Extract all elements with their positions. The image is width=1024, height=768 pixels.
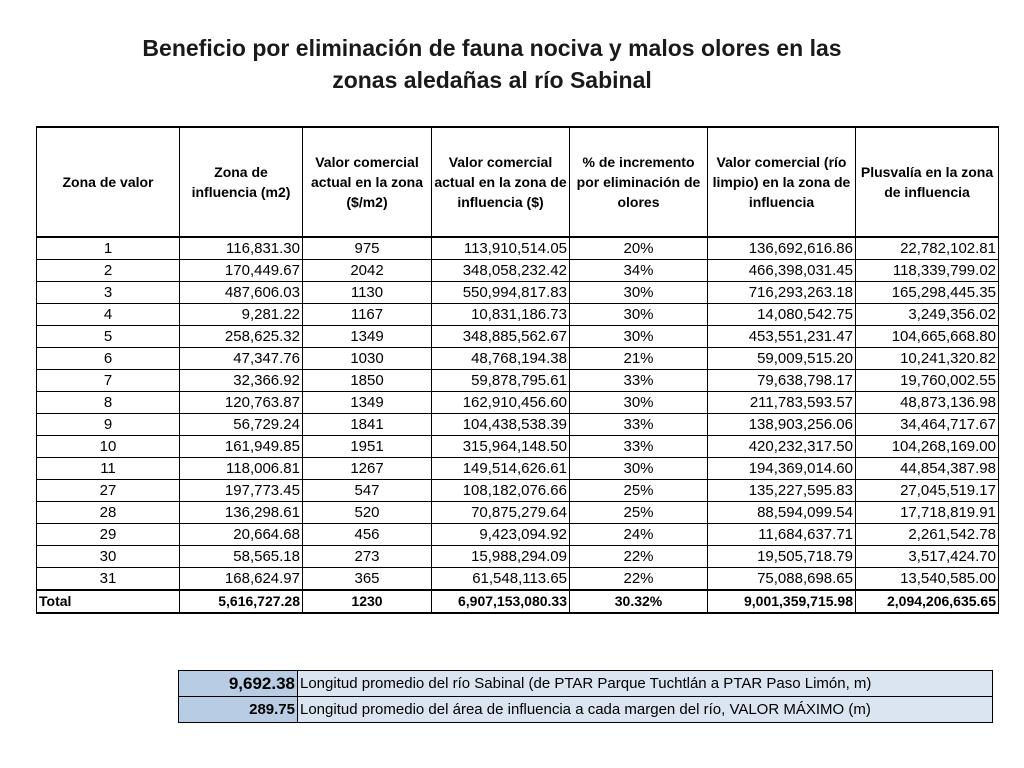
table-cell: 315,964,148.50 — [432, 436, 570, 458]
table-cell: 116,831.30 — [180, 237, 303, 260]
zone-cell: 28 — [37, 502, 180, 524]
zone-cell: 11 — [37, 458, 180, 480]
header-cell: Zona de valor — [37, 127, 180, 237]
table-cell: 33% — [570, 370, 708, 392]
table-cell: 118,006.81 — [180, 458, 303, 480]
table-cell: 138,903,256.06 — [708, 414, 856, 436]
header-cell: Valor comercial (río limpio) en la zona de influencia — [708, 127, 856, 237]
table-cell: 2042 — [303, 260, 432, 282]
note-row — [179, 697, 993, 723]
table-cell: 975 — [303, 237, 432, 260]
zone-cell: 1 — [37, 237, 180, 260]
table-cell: 348,058,232.42 — [432, 260, 570, 282]
table-cell: 2,261,542.78 — [856, 524, 999, 546]
total-cell: 2,094,206,635.65 — [856, 590, 999, 613]
table-cell: 120,763.87 — [180, 392, 303, 414]
zone-cell: 10 — [37, 436, 180, 458]
zone-cell: 8 — [37, 392, 180, 414]
table-row — [37, 436, 999, 458]
table-row — [37, 370, 999, 392]
table-cell: 30% — [570, 326, 708, 348]
table-cell: 33% — [570, 436, 708, 458]
table-row — [37, 480, 999, 502]
total-cell: 1230 — [303, 590, 432, 613]
table-cell: 104,438,538.39 — [432, 414, 570, 436]
table-row — [37, 568, 999, 591]
table-cell: 1349 — [303, 392, 432, 414]
table-cell: 44,854,387.98 — [856, 458, 999, 480]
table-cell: 34,464,717.67 — [856, 414, 999, 436]
total-row — [37, 590, 999, 613]
table-row — [37, 392, 999, 414]
note-value: 289.75 — [179, 697, 298, 723]
table-cell: 19,760,002.55 — [856, 370, 999, 392]
table-cell: 10,241,320.82 — [856, 348, 999, 370]
header-row — [37, 127, 999, 237]
table-cell: 61,548,113.65 — [432, 568, 570, 591]
table-cell: 348,885,562.67 — [432, 326, 570, 348]
table-body — [37, 237, 999, 613]
table-cell: 466,398,031.45 — [708, 260, 856, 282]
table-row — [37, 260, 999, 282]
table-cell: 22% — [570, 546, 708, 568]
header-cell: % de incremento por eliminación de olores — [570, 127, 708, 237]
table-row — [37, 304, 999, 326]
header-cell: Valor comercial actual en la zona de influencia ($) — [432, 127, 570, 237]
table-row — [37, 524, 999, 546]
table-cell: 33% — [570, 414, 708, 436]
table-cell: 79,638,798.17 — [708, 370, 856, 392]
note-value: 9,692.38 — [179, 671, 298, 697]
notes-table — [178, 670, 993, 723]
table-cell: 3,517,424.70 — [856, 546, 999, 568]
table-row — [37, 237, 999, 260]
benefit-table — [36, 126, 999, 614]
table-cell: 15,988,294.09 — [432, 546, 570, 568]
table-cell: 547 — [303, 480, 432, 502]
zone-cell: 30 — [37, 546, 180, 568]
table-cell: 34% — [570, 260, 708, 282]
table-cell: 13,540,585.00 — [856, 568, 999, 591]
table-cell: 30% — [570, 458, 708, 480]
table-cell: 19,505,718.79 — [708, 546, 856, 568]
table-cell: 11,684,637.71 — [708, 524, 856, 546]
table-cell: 1167 — [303, 304, 432, 326]
table-cell: 456 — [303, 524, 432, 546]
header-cell: Plusvalía en la zona de influencia — [856, 127, 999, 237]
table-cell: 1130 — [303, 282, 432, 304]
table-cell: 1850 — [303, 370, 432, 392]
table-cell: 3,249,356.02 — [856, 304, 999, 326]
zone-cell: 5 — [37, 326, 180, 348]
table-cell: 47,347.76 — [180, 348, 303, 370]
table-cell: 30% — [570, 392, 708, 414]
table-cell: 9,281.22 — [180, 304, 303, 326]
table-cell: 58,565.18 — [180, 546, 303, 568]
table-cell: 162,910,456.60 — [432, 392, 570, 414]
table-cell: 194,369,014.60 — [708, 458, 856, 480]
total-cell: 9,001,359,715.98 — [708, 590, 856, 613]
zone-cell: 4 — [37, 304, 180, 326]
table-row — [37, 282, 999, 304]
table-cell: 136,692,616.86 — [708, 237, 856, 260]
table-cell: 22,782,102.81 — [856, 237, 999, 260]
table-cell: 59,009,515.20 — [708, 348, 856, 370]
table-cell: 30% — [570, 304, 708, 326]
table-cell: 365 — [303, 568, 432, 591]
table-cell: 258,625.32 — [180, 326, 303, 348]
note-text: Longitud promedio del área de influencia a cada margen del río, VALOR MÁXIMO (m) — [298, 697, 993, 723]
table-cell: 165,298,445.35 — [856, 282, 999, 304]
table-cell: 20% — [570, 237, 708, 260]
total-label: Total — [37, 590, 180, 613]
table-cell: 21% — [570, 348, 708, 370]
table-cell: 118,339,799.02 — [856, 260, 999, 282]
total-cell: 6,907,153,080.33 — [432, 590, 570, 613]
table-cell: 520 — [303, 502, 432, 524]
table-cell: 1841 — [303, 414, 432, 436]
table-cell: 104,268,169.00 — [856, 436, 999, 458]
title-line-2: zonas aledañas al río Sabinal — [332, 67, 652, 93]
zone-cell: 31 — [37, 568, 180, 591]
table-row — [37, 326, 999, 348]
title-line-1: Beneficio por eliminación de fauna nociva y malos olores en las — [142, 35, 842, 61]
table-cell: 56,729.24 — [180, 414, 303, 436]
table-cell: 1030 — [303, 348, 432, 370]
zone-cell: 2 — [37, 260, 180, 282]
table-cell: 197,773.45 — [180, 480, 303, 502]
table-cell: 136,298.61 — [180, 502, 303, 524]
table-cell: 1349 — [303, 326, 432, 348]
table-row — [37, 458, 999, 480]
header-cell: Zona de influencia (m2) — [180, 127, 303, 237]
table-cell: 20,664.68 — [180, 524, 303, 546]
table-cell: 59,878,795.61 — [432, 370, 570, 392]
table-cell: 420,232,317.50 — [708, 436, 856, 458]
table-cell: 108,182,076.66 — [432, 480, 570, 502]
table-cell: 211,783,593.57 — [708, 392, 856, 414]
table-row — [37, 502, 999, 524]
table-row — [37, 546, 999, 568]
table-cell: 104,665,668.80 — [856, 326, 999, 348]
table-cell: 135,227,595.83 — [708, 480, 856, 502]
table-cell: 25% — [570, 502, 708, 524]
table-cell: 22% — [570, 568, 708, 591]
table-cell: 17,718,819.91 — [856, 502, 999, 524]
header-cell: Valor comercial actual en la zona ($/m2) — [303, 127, 432, 237]
total-cell: 5,616,727.28 — [180, 590, 303, 613]
zone-cell: 6 — [37, 348, 180, 370]
table-cell: 14,080,542.75 — [708, 304, 856, 326]
table-cell: 113,910,514.05 — [432, 237, 570, 260]
note-row — [179, 671, 993, 697]
table-cell: 161,949.85 — [180, 436, 303, 458]
table-cell: 88,594,099.54 — [708, 502, 856, 524]
table-cell: 716,293,263.18 — [708, 282, 856, 304]
table-cell: 24% — [570, 524, 708, 546]
zone-cell: 29 — [37, 524, 180, 546]
table-row — [37, 414, 999, 436]
table-cell: 1267 — [303, 458, 432, 480]
table-cell: 27,045,519.17 — [856, 480, 999, 502]
table-cell: 170,449.67 — [180, 260, 303, 282]
table-row — [37, 348, 999, 370]
table-cell: 32,366.92 — [180, 370, 303, 392]
table-cell: 48,768,194.38 — [432, 348, 570, 370]
table-cell: 30% — [570, 282, 708, 304]
table-cell: 1951 — [303, 436, 432, 458]
table-cell: 10,831,186.73 — [432, 304, 570, 326]
table-cell: 550,994,817.83 — [432, 282, 570, 304]
table-cell: 70,875,279.64 — [432, 502, 570, 524]
table-cell: 453,551,231.47 — [708, 326, 856, 348]
note-text: Longitud promedio del río Sabinal (de PTAR Parque Tuchtlán a PTAR Paso Limón, m) — [298, 671, 993, 697]
table-cell: 48,873,136.98 — [856, 392, 999, 414]
table-cell: 487,606.03 — [180, 282, 303, 304]
table-cell: 273 — [303, 546, 432, 568]
table-cell: 75,088,698.65 — [708, 568, 856, 591]
page-title — [0, 32, 984, 96]
zone-cell: 27 — [37, 480, 180, 502]
total-cell: 30.32% — [570, 590, 708, 613]
zone-cell: 7 — [37, 370, 180, 392]
table-cell: 168,624.97 — [180, 568, 303, 591]
table-cell: 9,423,094.92 — [432, 524, 570, 546]
zone-cell: 9 — [37, 414, 180, 436]
zone-cell: 3 — [37, 282, 180, 304]
table-cell: 25% — [570, 480, 708, 502]
table-cell: 149,514,626.61 — [432, 458, 570, 480]
